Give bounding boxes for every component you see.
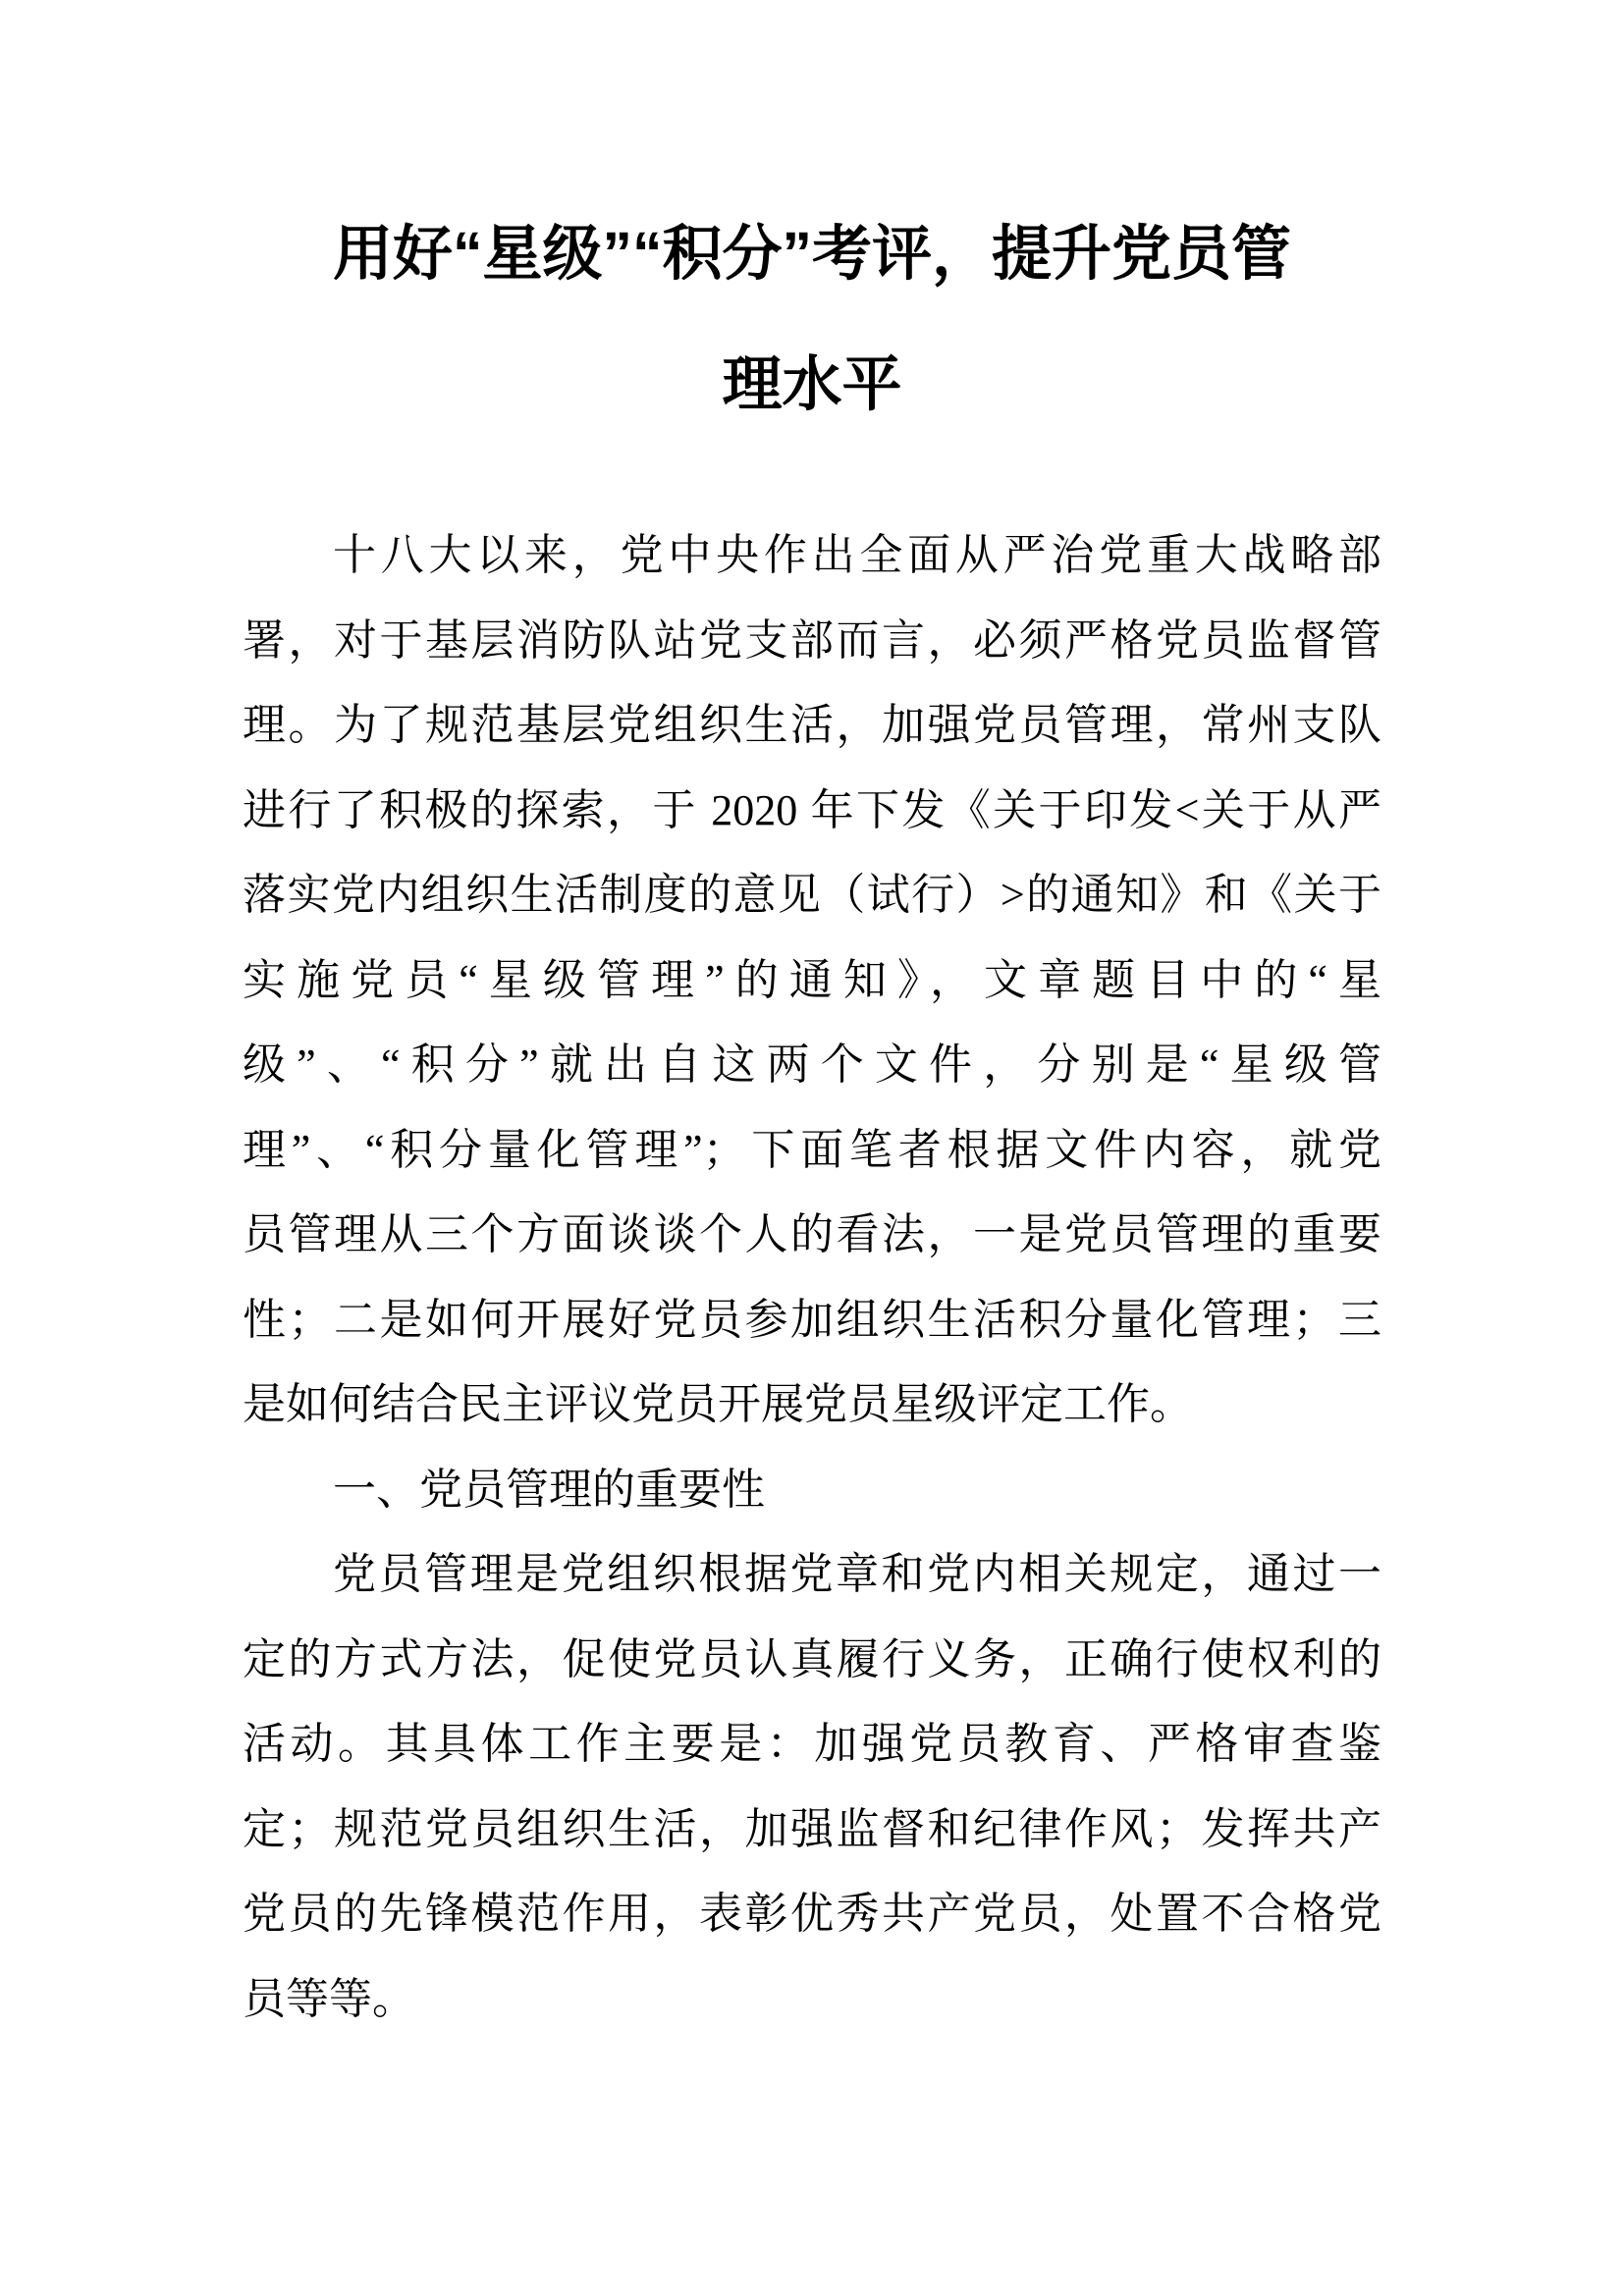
text-line: 理。为了规范基层党组织生活，加强党员管理，常州支队 (243, 701, 1381, 749)
paragraph (243, 1532, 1381, 2042)
text-line: 实施党员“星级管理”的通知》，文章题目中的“星 (243, 955, 1381, 1004)
text-line: 一、党员管理的重要性 (333, 1465, 765, 1514)
text-line: 活动。其具体工作主要是：加强党员教育、严格审查鉴 (243, 1720, 1381, 1768)
text-line: 署，对于基层消防队站党支部而言，必须严格党员监督管 (243, 615, 1381, 665)
section-heading (243, 1448, 1381, 1533)
text-line: 党员的先锋模范作用，表彰优秀共产党员，处置不合格党 (243, 1890, 1381, 1938)
paragraph (243, 513, 1381, 1448)
title-line-1: 用好“星级”“积分”考评，提升党员管 (332, 220, 1291, 287)
text-line: 十八大以来，党中央作出全面从严治党重大战略部 (333, 531, 1381, 579)
text-line: 定；规范党员组织生活，加强监督和纪律作风；发挥共产 (243, 1804, 1381, 1853)
title-line-2: 理水平 (722, 350, 902, 417)
text-line: 理”、“积分量化管理”；下面笔者根据文件内容，就党 (243, 1125, 1381, 1174)
text-line: 定的方式方法，促使党员认真履行义务，正确行使权利的 (243, 1634, 1381, 1683)
text-line: 员管理从三个方面谈谈个人的看法，一是党员管理的重要 (243, 1210, 1381, 1258)
text-line: 员等等。 (243, 1974, 415, 2023)
text-line: 进行了积极的探索，于 2020 年下发《关于印发<关于从严 (243, 785, 1381, 834)
document-body (243, 513, 1381, 2042)
text-line: 落实党内组织生活制度的意见（试行）>的通知》和《关于 (243, 871, 1381, 919)
text-line: 级”、“积分”就出自这两个文件，分别是“星级管 (243, 1041, 1381, 1089)
text-line: 是如何结合民主评议党员开展党员星级评定工作。 (243, 1380, 1193, 1428)
document-title (0, 0, 1624, 450)
text-line: 性；二是如何开展好党员参加组织生活积分量化管理；三 (243, 1295, 1381, 1344)
text-line: 党员管理是党组织根据党章和党内相关规定，通过一 (333, 1550, 1381, 1598)
